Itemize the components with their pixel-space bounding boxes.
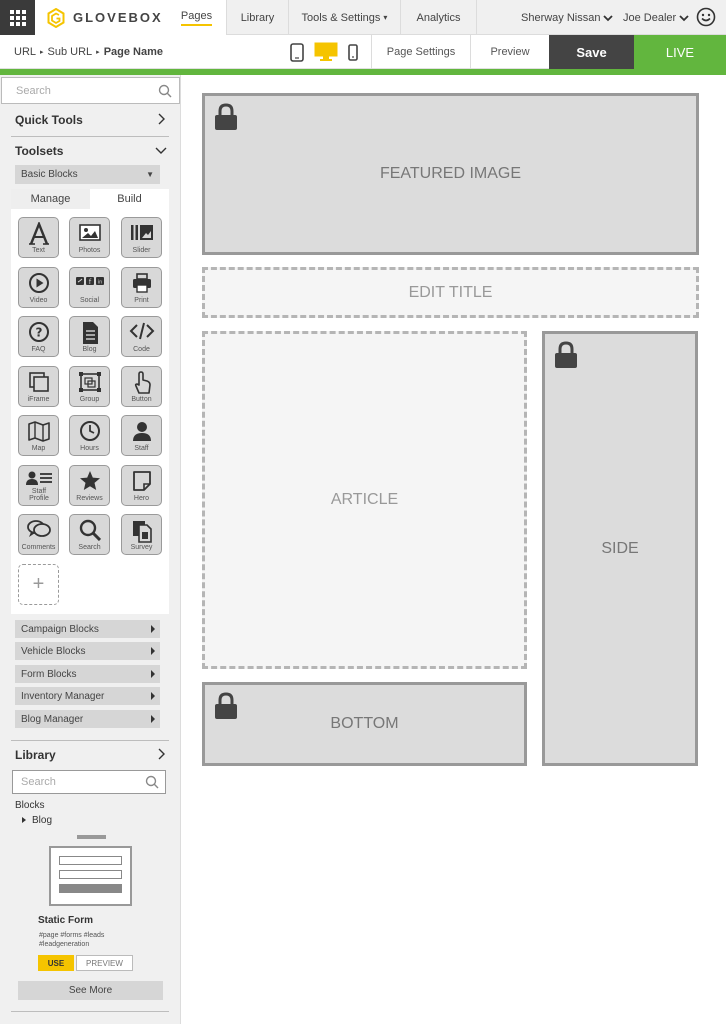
breadcrumb-sub-url[interactable]: Sub URL [47,46,93,58]
tile-staff-profile[interactable]: Staff Profile [18,465,59,506]
lock-icon [214,692,238,720]
lock-icon [214,103,238,131]
side-block[interactable]: SIDE [542,331,698,766]
library-item-title: Static Form [38,915,94,926]
nav-pages[interactable]: Pages [167,0,227,35]
category-vehicle-blocks[interactable]: Vehicle Blocks [15,642,160,660]
print-icon [131,272,153,294]
hero-icon [132,470,152,492]
chevron-right-icon [155,113,167,125]
blog-icon [80,321,100,345]
library-search-input[interactable]: Search [12,770,166,794]
tab-manage[interactable]: Manage [11,189,90,209]
tile-iframe[interactable]: iFrame [18,366,59,407]
tile-survey[interactable]: Survey [121,514,162,555]
staff-icon [131,420,153,442]
preview-block-button[interactable]: PREVIEW [76,955,133,971]
tablet-view-button[interactable] [287,40,307,64]
desktop-icon [314,42,338,62]
tile-photos[interactable]: Photos [69,217,110,258]
edit-title-block[interactable]: EDIT TITLE [202,267,699,318]
tile-map[interactable]: Map [18,415,59,456]
tile-code[interactable]: Code [121,316,162,357]
tile-button[interactable]: Button [121,366,162,407]
caret-right-icon: ▸ [96,49,100,56]
caret-down-icon: ▾ [383,13,388,22]
page-toolbar [0,35,726,69]
preview-button[interactable]: Preview [470,35,549,69]
library-header[interactable]: Library [15,744,167,766]
caret-right-icon [151,692,155,700]
phone-icon [348,44,358,61]
search-icon [79,519,101,541]
svg-text:f: f [88,278,91,286]
text-icon [28,222,50,246]
page-settings-button[interactable]: Page Settings [371,35,470,69]
drag-handle[interactable] [77,835,106,839]
see-more-button[interactable]: See More [18,981,163,1000]
sidebar [0,75,181,1024]
category-campaign-blocks[interactable]: Campaign Blocks [15,620,160,638]
top-nav-bar [0,0,726,35]
user-menu[interactable]: Joe Dealer [623,0,689,35]
library-item-tags: #page #forms #leads #leadgeneration [39,932,105,948]
bottom-block[interactable]: BOTTOM [202,682,527,766]
divider [11,136,169,137]
photos-icon [78,222,102,242]
build-panel [11,189,169,614]
tile-search[interactable]: Search [69,514,110,555]
comments-icon [26,519,52,539]
glovebox-logo-icon [47,8,65,28]
svg-text:?: ? [35,325,42,340]
code-icon [129,321,155,341]
category-form-blocks[interactable]: Form Blocks [15,665,160,683]
caret-right-icon: ▸ [40,49,44,56]
tile-slider[interactable]: Slider [121,217,162,258]
article-block[interactable]: ARTICLE [202,331,527,669]
nav-tools-settings[interactable]: Tools & Settings ▾ [289,0,401,35]
lock-icon [554,341,578,369]
panel-tabs [11,189,169,209]
social-icon [75,272,105,290]
tile-comments[interactable]: Comments [18,514,59,555]
caret-right-icon [151,625,155,633]
divider [11,740,169,741]
video-icon [28,272,50,294]
button-icon [131,371,153,395]
search-icon [158,84,172,98]
tab-build[interactable]: Build [90,189,169,209]
caret-right-icon [22,817,26,823]
breadcrumb-url[interactable]: URL [14,46,37,58]
caret-right-icon [151,715,155,723]
phone-view-button[interactable] [346,40,360,64]
map-icon [27,420,51,442]
category-inventory-manager[interactable]: Inventory Manager [15,687,160,705]
tile-video[interactable]: Video [18,267,59,308]
tile-staff[interactable]: Staff [121,415,162,456]
tile-social[interactable]: f in Social [69,267,110,308]
breadcrumb-page-name: Page Name [103,46,163,58]
chevron-right-icon [155,748,167,760]
apps-menu-button[interactable] [0,0,35,35]
logo[interactable] [35,0,167,35]
nav-library[interactable]: Library [227,0,289,35]
caret-right-icon [151,670,155,678]
slider-icon [129,222,155,242]
group-icon [78,371,102,393]
chevron-down-icon [679,14,689,22]
brand-name: GLOVEBOX [73,10,163,25]
block-thumbnail[interactable] [49,846,132,906]
sidebar-search-input[interactable]: Search [1,77,180,104]
chevron-down-icon [155,144,167,156]
chevron-down-icon [603,14,613,22]
tile-print[interactable]: Print [121,267,162,308]
tablet-icon [290,43,304,62]
grid-icon [10,10,26,26]
caret-down-icon: ▼ [146,170,154,179]
nav-analytics[interactable]: Analytics [401,0,477,35]
plus-icon: + [32,573,45,595]
tile-blog[interactable]: Blog [69,316,110,357]
survey-icon [131,519,153,543]
library-blog-item[interactable]: Blog [22,815,52,826]
save-button[interactable]: Save [549,35,634,69]
iframe-icon [28,371,50,393]
staff-profile-icon [25,470,53,486]
toolsets-header[interactable]: Toolsets [15,140,167,162]
tile-hero[interactable]: Hero [121,465,162,506]
featured-image-block[interactable]: FEATURED IMAGE [202,93,699,255]
breadcrumb [14,35,163,69]
tile-faq[interactable]: ? FAQ [18,316,59,357]
use-button[interactable]: USE [38,955,74,971]
category-blog-manager[interactable]: Blog Manager [15,710,160,728]
svg-text:in: in [97,279,102,286]
library-blocks-label: Blocks [15,800,45,811]
tile-text[interactable]: Text [18,217,59,258]
divider [11,1011,169,1012]
desktop-view-button[interactable] [313,40,339,64]
tile-hours[interactable]: Hours [69,415,110,456]
reviews-icon [79,470,101,492]
smiley-icon[interactable] [696,7,716,27]
hours-icon [79,420,101,442]
quick-tools-header[interactable]: Quick Tools [15,109,167,131]
add-block-button[interactable] [18,564,59,605]
tile-reviews[interactable]: Reviews [69,465,110,506]
tile-group[interactable]: Group [69,366,110,407]
dealership-selector[interactable]: Sherway Nissan [521,0,613,35]
toolset-select[interactable]: Basic Blocks ▼ [15,165,160,184]
faq-icon [28,321,50,343]
search-icon [145,775,159,789]
live-button[interactable]: LIVE [634,35,726,69]
caret-right-icon [151,647,155,655]
